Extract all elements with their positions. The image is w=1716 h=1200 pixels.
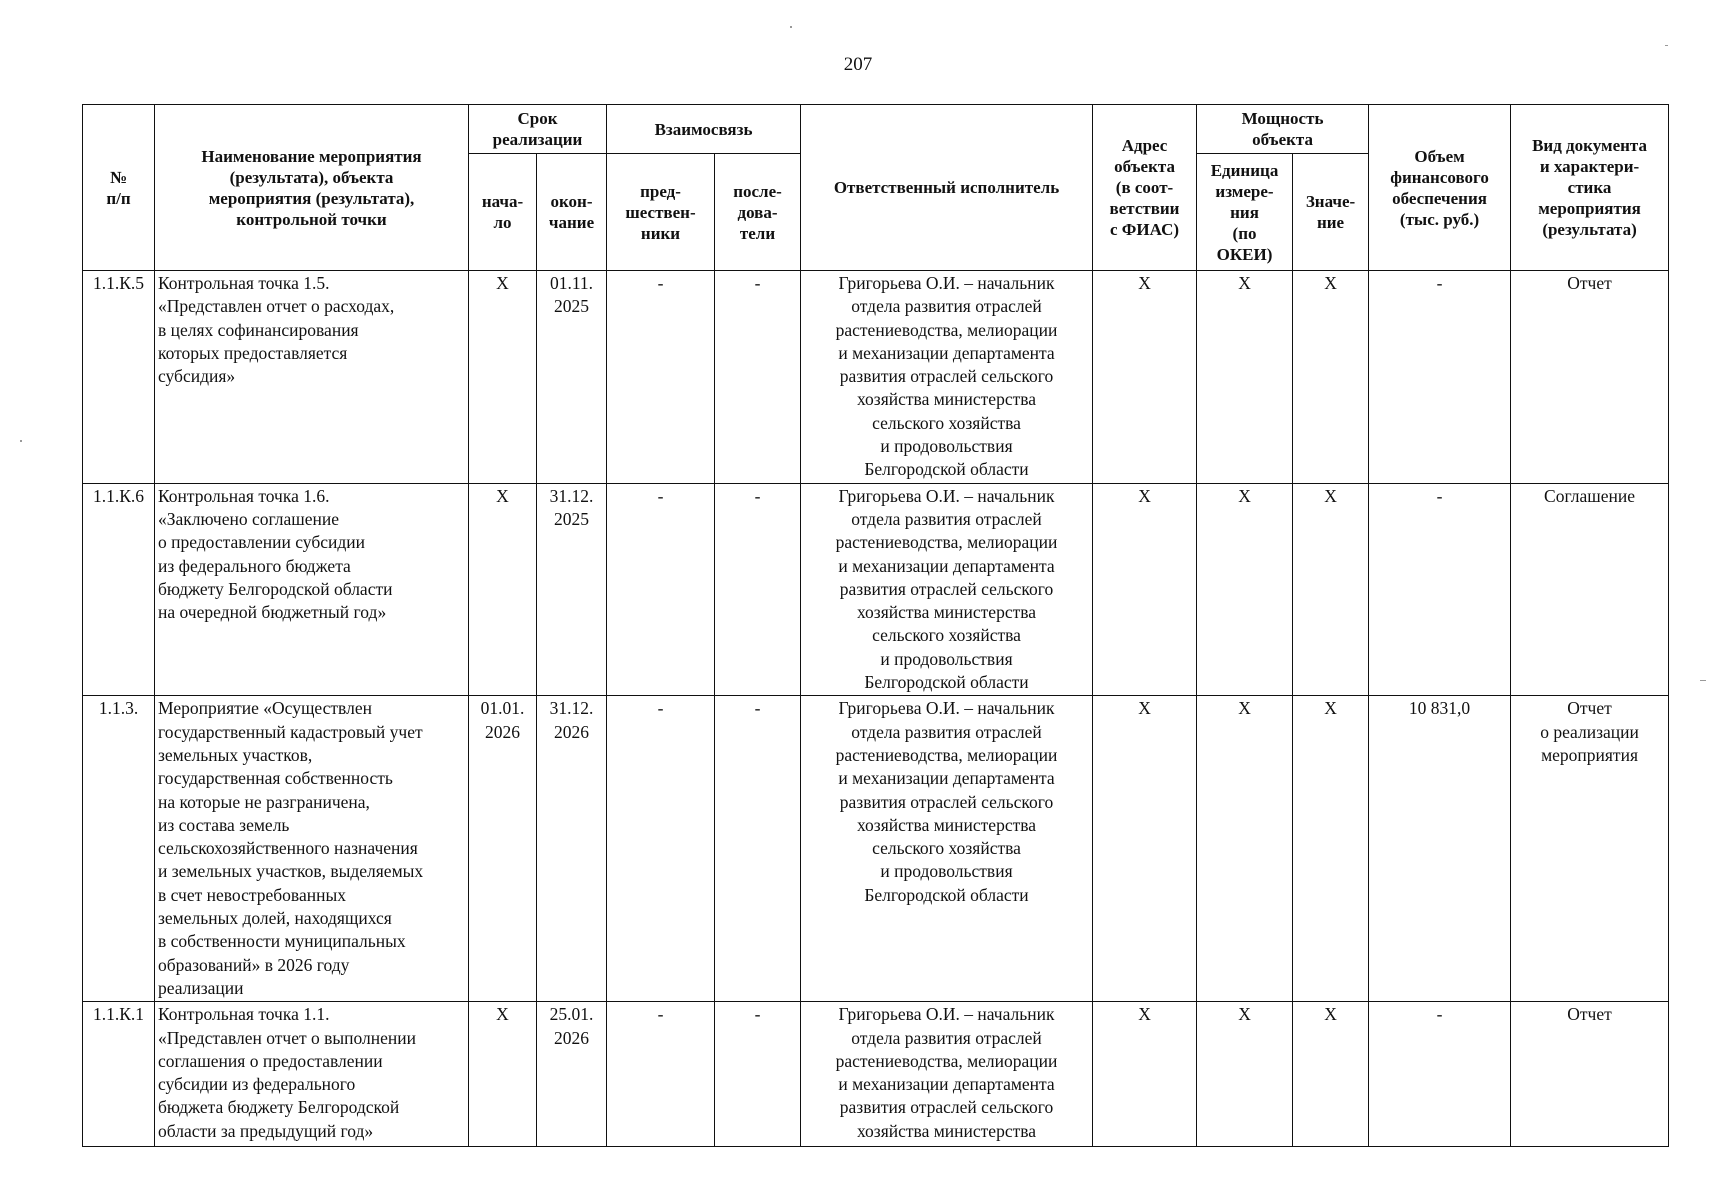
header-row-top [83, 105, 1669, 154]
header-link-prev: пред- шествен- ники [607, 154, 715, 271]
row-address: Х [1093, 271, 1197, 484]
row-prev: - [607, 696, 715, 1002]
row-next: - [715, 483, 801, 696]
row-name: Контрольная точка 1.1. «Представлен отчет о выполнении соглашения о предоставлении субсидии из федерального бюджета бюджету Белгородской области за предыдущий год» [155, 1002, 469, 1147]
header-capacity: Мощность объекта [1197, 105, 1369, 154]
row-name: Контрольная точка 1.5. «Представлен отчет о расходах, в целях софинансирования которых предоставляется субсидия» [155, 271, 469, 484]
header-name: Наименование мероприятия (результата), объекта мероприятия (результата), контрольной точки [155, 105, 469, 271]
row-unit: Х [1197, 271, 1293, 484]
row-doc: Отчет [1511, 271, 1669, 484]
plan-table [82, 104, 1669, 1147]
row-unit: Х [1197, 1002, 1293, 1147]
row-unit: Х [1197, 696, 1293, 1002]
row-start: Х [469, 1002, 537, 1147]
scan-speck [790, 26, 792, 28]
scan-speck [1665, 45, 1668, 46]
header-doc-type: Вид документа и характери- стика мероприятия (результата) [1511, 105, 1669, 271]
row-value: Х [1293, 271, 1369, 484]
row-address: Х [1093, 1002, 1197, 1147]
row-doc: Отчет [1511, 1002, 1669, 1147]
row-end: 25.01. 2026 [537, 1002, 607, 1147]
row-address: Х [1093, 696, 1197, 1002]
row-prev: - [607, 483, 715, 696]
table-row [83, 483, 1669, 696]
row-doc: Соглашение [1511, 483, 1669, 696]
row-next: - [715, 1002, 801, 1147]
row-prev: - [607, 1002, 715, 1147]
row-num: 1.1.К.1 [83, 1002, 155, 1147]
row-executor: Григорьева О.И. – начальник отдела развития отраслей растениеводства, мелиорации и механизации департамента развития отраслей сельского хозяйства министерства сельского хозяйства и продовольствия Белгородской области [801, 696, 1093, 1002]
header-capacity-value: Значе- ние [1293, 154, 1369, 271]
row-num: 1.1.К.6 [83, 483, 155, 696]
row-name: Контрольная точка 1.6. «Заключено соглашение о предоставлении субсидии из федерального бюджета бюджету Белгородской области на очередной бюджетный год» [155, 483, 469, 696]
row-prev: - [607, 271, 715, 484]
header-term-end: окон- чание [537, 154, 607, 271]
row-doc: Отчет о реализации мероприятия [1511, 696, 1669, 1002]
header-address: Адрес объекта (в соот- ветствии с ФИАС) [1093, 105, 1197, 271]
row-funding: - [1369, 271, 1511, 484]
table-row [83, 271, 1669, 484]
row-executor: Григорьева О.И. – начальник отдела развития отраслей растениеводства, мелиорации и механизации департамента развития отраслей сельского хозяйства министерства сельского хозяйства и продовольствия Белгородской области [801, 271, 1093, 484]
header-capacity-unit: Единица измере- ния (по ОКЕИ) [1197, 154, 1293, 271]
row-end: 31.12. 2025 [537, 483, 607, 696]
table-row [83, 1002, 1669, 1147]
row-end: 31.12. 2026 [537, 696, 607, 1002]
header-num: № п/п [83, 105, 155, 271]
row-next: - [715, 271, 801, 484]
header-link-next: после- дова- тели [715, 154, 801, 271]
row-executor: Григорьева О.И. – начальник отдела развития отраслей растениеводства, мелиорации и механизации департамента развития отраслей сельского хозяйства министерства [801, 1002, 1093, 1147]
row-start: Х [469, 483, 537, 696]
header-term-start: нача- ло [469, 154, 537, 271]
row-unit: Х [1197, 483, 1293, 696]
row-start: Х [469, 271, 537, 484]
row-funding: 10 831,0 [1369, 696, 1511, 1002]
row-end: 01.11. 2025 [537, 271, 607, 484]
header-executor: Ответственный исполнитель [801, 105, 1093, 271]
row-value: Х [1293, 1002, 1369, 1147]
page-number: 207 [843, 54, 873, 75]
row-address: Х [1093, 483, 1197, 696]
scan-speck [1700, 680, 1706, 681]
row-value: Х [1293, 696, 1369, 1002]
row-name: Мероприятие «Осуществлен государственный кадастровый учет земельных участков, государственная собственность на которые не разграничена, из состава земель сельскохозяйственного назначения и земельных участков, выделяемых в счет невостребованных земельных долей, находящихся в собственности муниципальных образований» в 2026 году реализации [155, 696, 469, 1002]
header-link: Взаимосвязь [607, 105, 801, 154]
header-funding: Объем финансового обеспечения (тыс. руб.) [1369, 105, 1511, 271]
scan-speck [20, 440, 22, 442]
row-executor: Григорьева О.И. – начальник отдела развития отраслей растениеводства, мелиорации и механизации департамента развития отраслей сельского хозяйства министерства сельского хозяйства и продовольствия Белгородской области [801, 483, 1093, 696]
row-start: 01.01. 2026 [469, 696, 537, 1002]
row-num: 1.1.3. [83, 696, 155, 1002]
table-row [83, 696, 1669, 1002]
row-funding: - [1369, 483, 1511, 696]
row-funding: - [1369, 1002, 1511, 1147]
row-next: - [715, 696, 801, 1002]
row-value: Х [1293, 483, 1369, 696]
header-term: Срок реализации [469, 105, 607, 154]
row-num: 1.1.К.5 [83, 271, 155, 484]
